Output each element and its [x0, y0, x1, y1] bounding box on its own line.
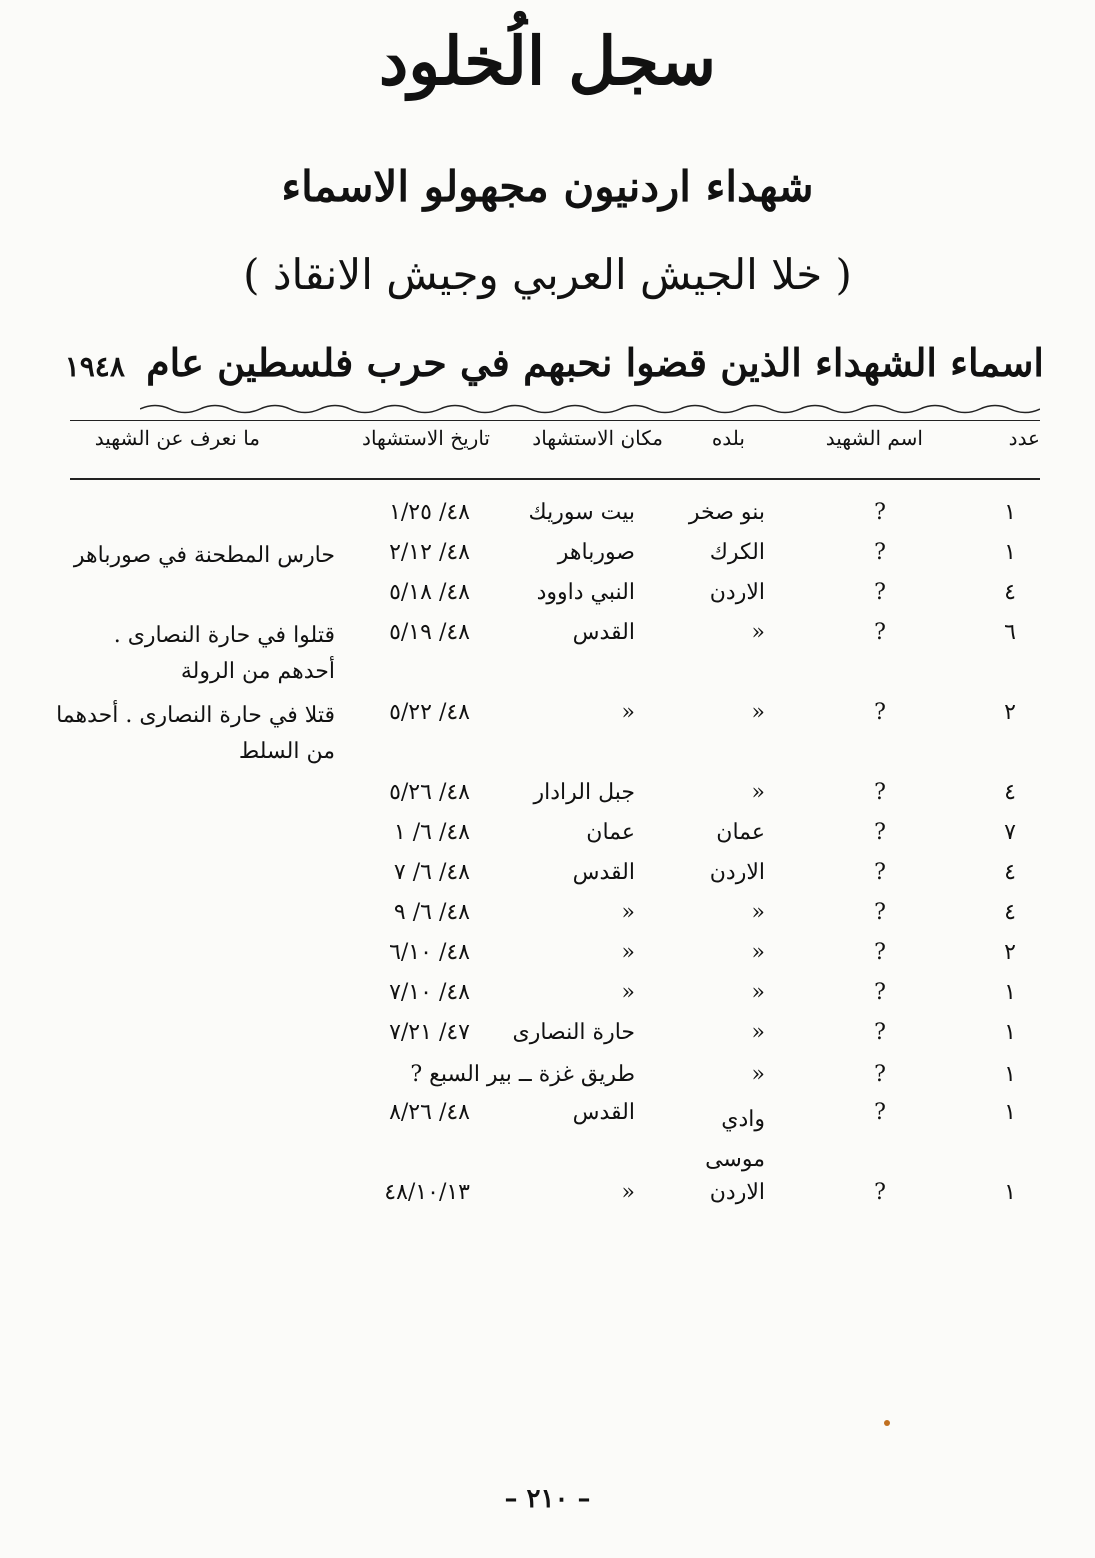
cell-place: «: [621, 980, 635, 1005]
cell-place: النبي داوود: [536, 580, 635, 605]
cell-count: ٤: [1004, 780, 1016, 805]
cell-date: ٤٨/ ٦/ ٧: [393, 860, 470, 885]
cell-place: القدس: [572, 620, 635, 645]
cell-name: ?: [874, 700, 886, 725]
cell-date: ٤٨/ ٦/ ١: [393, 820, 470, 845]
cell-name: ?: [874, 620, 886, 645]
cell-date: ٤٨/ ٨/٢٦: [389, 1100, 470, 1125]
header-count: عدد: [1008, 426, 1040, 450]
cell-count: ١: [1004, 1180, 1016, 1205]
cell-count: ١: [1004, 1100, 1016, 1125]
cell-place: طريق غزة ــ بير السبع ?: [410, 1062, 635, 1087]
cell-town: وادي موسى: [705, 1107, 765, 1172]
cell-count: ٢: [1004, 940, 1016, 965]
cell-town: «: [751, 940, 765, 965]
cell-town: الاردن: [709, 580, 765, 605]
header-known: ما نعرف عن الشهيد: [94, 426, 260, 450]
header-town: بلده: [711, 426, 745, 450]
cell-town: «: [751, 620, 765, 645]
cell-count: ١: [1004, 980, 1016, 1005]
cell-name: ?: [874, 500, 886, 525]
cell-count: ١: [1004, 1062, 1016, 1087]
cell-name: ?: [874, 820, 886, 845]
table-heading: [64, 340, 1044, 385]
cell-known: قتلا في حارة النصارى . أحدهما من السلط: [56, 703, 335, 764]
cell-place: القدس: [572, 860, 635, 885]
cell-name: ?: [874, 540, 886, 565]
cell-place: «: [621, 1180, 635, 1205]
cell-name: ?: [874, 1180, 886, 1205]
cell-known: حارس المطحنة في صورباهر: [73, 543, 335, 568]
cell-date: ٤٨/ ٧/١٠: [389, 980, 470, 1005]
cell-name: ?: [874, 1020, 886, 1045]
cell-town: «: [751, 780, 765, 805]
cell-count: ٢: [1004, 700, 1016, 725]
cell-date: ٤٨/ ١/٢٥: [389, 500, 470, 525]
header-name: اسم الشهيد: [825, 426, 923, 450]
cell-name: ?: [874, 1062, 886, 1087]
cell-date: ٤٨/ ٥/١٩: [389, 620, 470, 645]
cell-place: عمان: [586, 820, 635, 845]
cell-date: ٤٨/ ٢/١٢: [389, 540, 470, 565]
cell-place: بيت سوريك: [528, 500, 635, 525]
ink-speck: [884, 1420, 890, 1426]
cell-count: ١: [1004, 500, 1016, 525]
cell-date: ٤٧/ ٧/٢١: [389, 1020, 470, 1045]
cell-date: ٤٨/ ٦/١٠: [389, 940, 470, 965]
cell-place: جبل الرادار: [533, 780, 635, 805]
cell-town: «: [751, 1020, 765, 1045]
cell-count: ١: [1004, 540, 1016, 565]
cell-town: الكرك: [709, 540, 765, 565]
header-place: مكان الاستشهاد: [532, 426, 663, 450]
cell-count: ١: [1004, 1020, 1016, 1045]
cell-date: ٤٨/ ٥/٢٦: [389, 780, 470, 805]
cell-date: ٤٨/ ٥/٢٢: [389, 700, 470, 725]
cell-place: القدس: [572, 1100, 635, 1125]
exclusion-note: ( خلا الجيش العربي وجيش الانقاذ ): [243, 250, 852, 299]
cell-place: «: [621, 940, 635, 965]
cell-name: ?: [874, 860, 886, 885]
cell-town: «: [751, 1062, 765, 1087]
cell-date: ٤٨/ ٦/ ٩: [393, 900, 470, 925]
header-top-rule: [70, 420, 1040, 421]
cell-count: ٤: [1004, 900, 1016, 925]
header-date: تاريخ الاستشهاد: [362, 426, 490, 450]
cell-town: الاردن: [709, 860, 765, 885]
subtitle: شهداء اردنيون مجهولو الاسماء: [281, 162, 814, 211]
cell-place: «: [621, 700, 635, 725]
cell-name: ?: [874, 780, 886, 805]
cell-place: «: [621, 900, 635, 925]
cell-town: «: [751, 700, 765, 725]
cell-count: ٤: [1004, 860, 1016, 885]
cell-count: ٤: [1004, 580, 1016, 605]
cell-town: عمان: [716, 820, 765, 845]
cell-date: ٤٨/١٠/١٣: [384, 1180, 470, 1205]
cell-town: «: [751, 900, 765, 925]
heading-year: ١٩٤٨: [64, 350, 125, 383]
cell-known: قتلوا في حارة النصارى . أحدهم من الرولة: [113, 623, 335, 684]
cell-count: ٧: [1004, 820, 1016, 845]
cell-name: ?: [874, 900, 886, 925]
cell-name: ?: [874, 580, 886, 605]
cell-count: ٦: [1004, 620, 1016, 645]
page-title: سجل الُخلود: [378, 22, 717, 100]
cell-town: «: [751, 980, 765, 1005]
cell-town: بنو صخر: [688, 500, 765, 525]
cell-name: ?: [874, 940, 886, 965]
header-bottom-rule: [70, 478, 1040, 480]
cell-name: ?: [874, 980, 886, 1005]
cell-date: ٤٨/ ٥/١٨: [389, 580, 470, 605]
cell-place: حارة النصارى: [512, 1020, 635, 1045]
cell-name: ?: [874, 1100, 886, 1125]
heading-text: اسماء الشهداء الذين قضوا نحبهم في حرب فلسطين عام: [146, 340, 1044, 385]
cell-place: صورباهر: [557, 540, 635, 565]
wavy-divider: [140, 402, 1040, 416]
page-number: – ٢١٠ –: [504, 1484, 591, 1514]
cell-town: الاردن: [709, 1180, 765, 1205]
